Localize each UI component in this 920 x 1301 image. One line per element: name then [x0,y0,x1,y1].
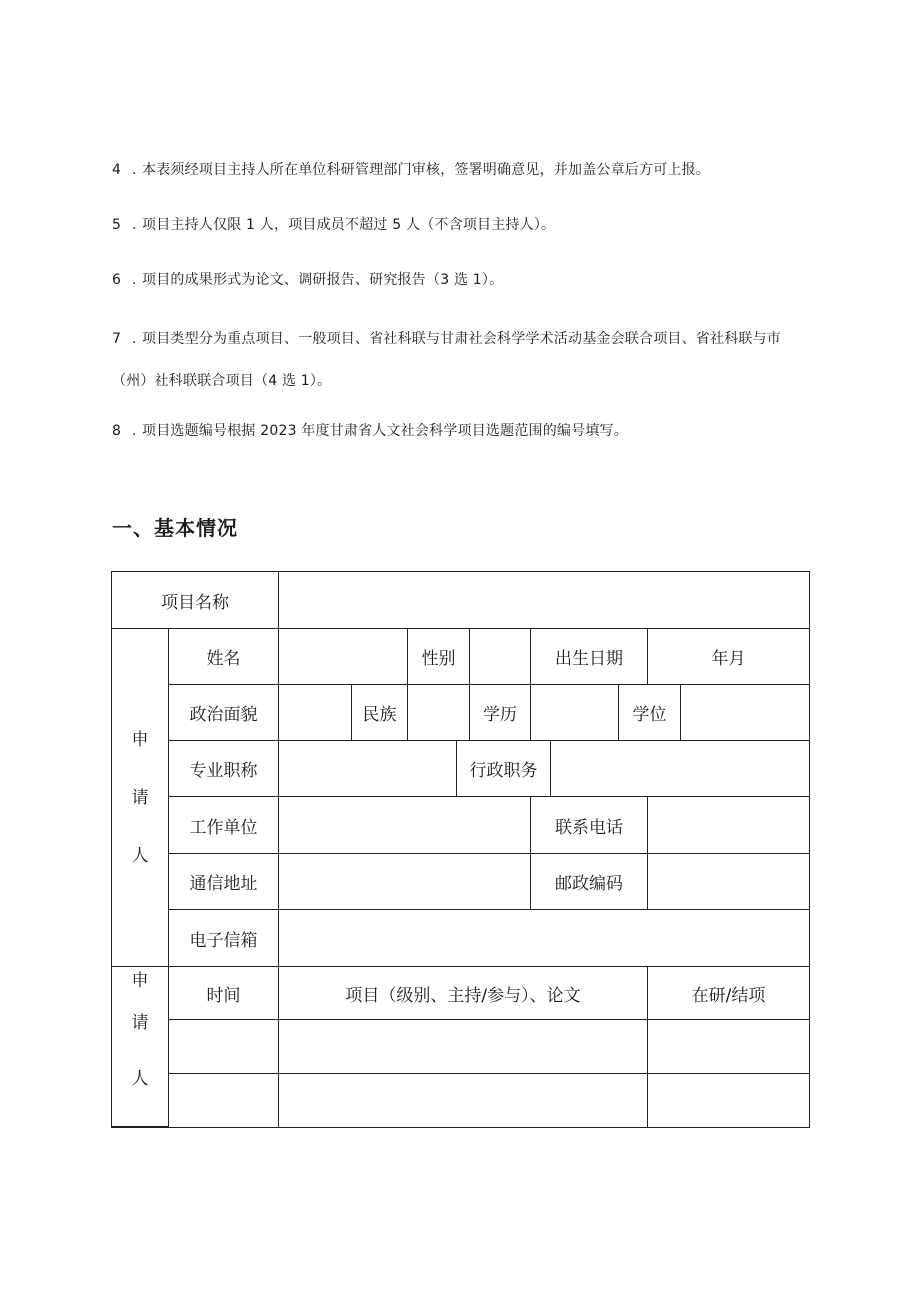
title-input[interactable] [278,740,457,797]
name-label: 姓名 [168,628,279,685]
applicant-label [111,628,169,967]
birth-label: 出生日期 [530,628,648,685]
note-text: 项目类型分为重点项目、一般项目、省社科联与甘肃社会科学学术活动基金会联合项目、省社科联与市（州）社科联联合项目（4 选 1）。 [112,331,781,389]
workplace-input[interactable] [278,796,531,854]
note-number: 8 [112,423,122,439]
birth-input[interactable]: 年月 [647,628,810,685]
record-time-input[interactable] [168,1073,279,1128]
project-name-label: 项目名称 [111,571,279,629]
note-number: 6 [112,272,122,288]
applicant-label-char: 人 [131,845,149,866]
email-input[interactable] [278,909,810,967]
postcode-label: 邮政编码 [530,853,648,910]
phone-label: 联系电话 [530,796,648,854]
note-text: 本表须经项目主持人所在单位科研管理部门审核，签署明确意见，并加盖公章后方可上报。 [142,162,710,178]
postcode-input[interactable] [647,853,810,910]
note-5: 5 . 项目主持人仅限 1 人，项目成员不超过 5 人（不含项目主持人）。 [112,207,812,243]
status-header: 在研/结项 [647,966,810,1020]
political-input[interactable] [278,684,352,741]
note-number: 7 [112,331,122,347]
education-label: 学历 [469,684,531,741]
title-label: 专业职称 [168,740,279,797]
phone-input[interactable] [647,796,810,854]
ethnic-label: 民族 [351,684,408,741]
record-project-input[interactable] [278,1019,648,1074]
note-8: 8 . 项目选题编号根据 2023 年度甘肃省人文社会科学项目选题范围的编号填写。 [112,413,812,449]
record-status-input[interactable] [647,1019,810,1074]
note-text: 项目主持人仅限 1 人，项目成员不超过 5 人（不含项目主持人）。 [142,217,556,233]
time-header: 时间 [168,966,279,1020]
admin-label: 行政职务 [456,740,551,797]
applicant-label-char: 人 [131,1069,149,1089]
note-text: 项目的成果形式为论文、调研报告、研究报告（3 选 1）。 [142,272,504,288]
education-input[interactable] [530,684,619,741]
political-label: 政治面貌 [168,684,279,741]
applicant-record-label [111,966,169,1127]
note-7: 7 . 项目类型分为重点项目、一般项目、省社科联与甘肃社会科学学术活动基金会联合项目、省社科联与市（州）社科联联合项目（4 选 1）。 [112,318,812,402]
record-project-input[interactable] [278,1073,648,1128]
section-title: 一、基本情况 [112,516,238,540]
note-number: 4 [112,162,122,178]
gender-label: 性别 [407,628,470,685]
record-status-input[interactable] [647,1073,810,1128]
projects-header: 项目（级别、主持/参与）、论文 [278,966,648,1020]
ethnic-input[interactable] [407,684,470,741]
note-number: 5 [112,217,122,233]
project-name-input[interactable] [278,571,810,629]
applicant-label-char: 申 [131,729,149,750]
degree-label: 学位 [618,684,681,741]
applicant-label-char: 请 [131,787,149,808]
applicant-label-char: 申 [131,971,149,991]
admin-input[interactable] [550,740,810,797]
name-input[interactable] [278,628,408,685]
email-label: 电子信箱 [168,909,279,967]
address-label: 通信地址 [168,853,279,910]
note-text: 项目选题编号根据 2023 年度甘肃省人文社会科学项目选题范围的编号填写。 [142,423,628,439]
workplace-label: 工作单位 [168,796,279,854]
address-input[interactable] [278,853,531,910]
note-6: 6 . 项目的成果形式为论文、调研报告、研究报告（3 选 1）。 [112,262,812,298]
applicant-label-char: 请 [131,1013,149,1033]
gender-input[interactable] [469,628,531,685]
note-4: 4 . 本表须经项目主持人所在单位科研管理部门审核，签署明确意见，并加盖公章后方可上报。 [112,152,812,188]
degree-input[interactable] [680,684,810,741]
record-time-input[interactable] [168,1019,279,1074]
